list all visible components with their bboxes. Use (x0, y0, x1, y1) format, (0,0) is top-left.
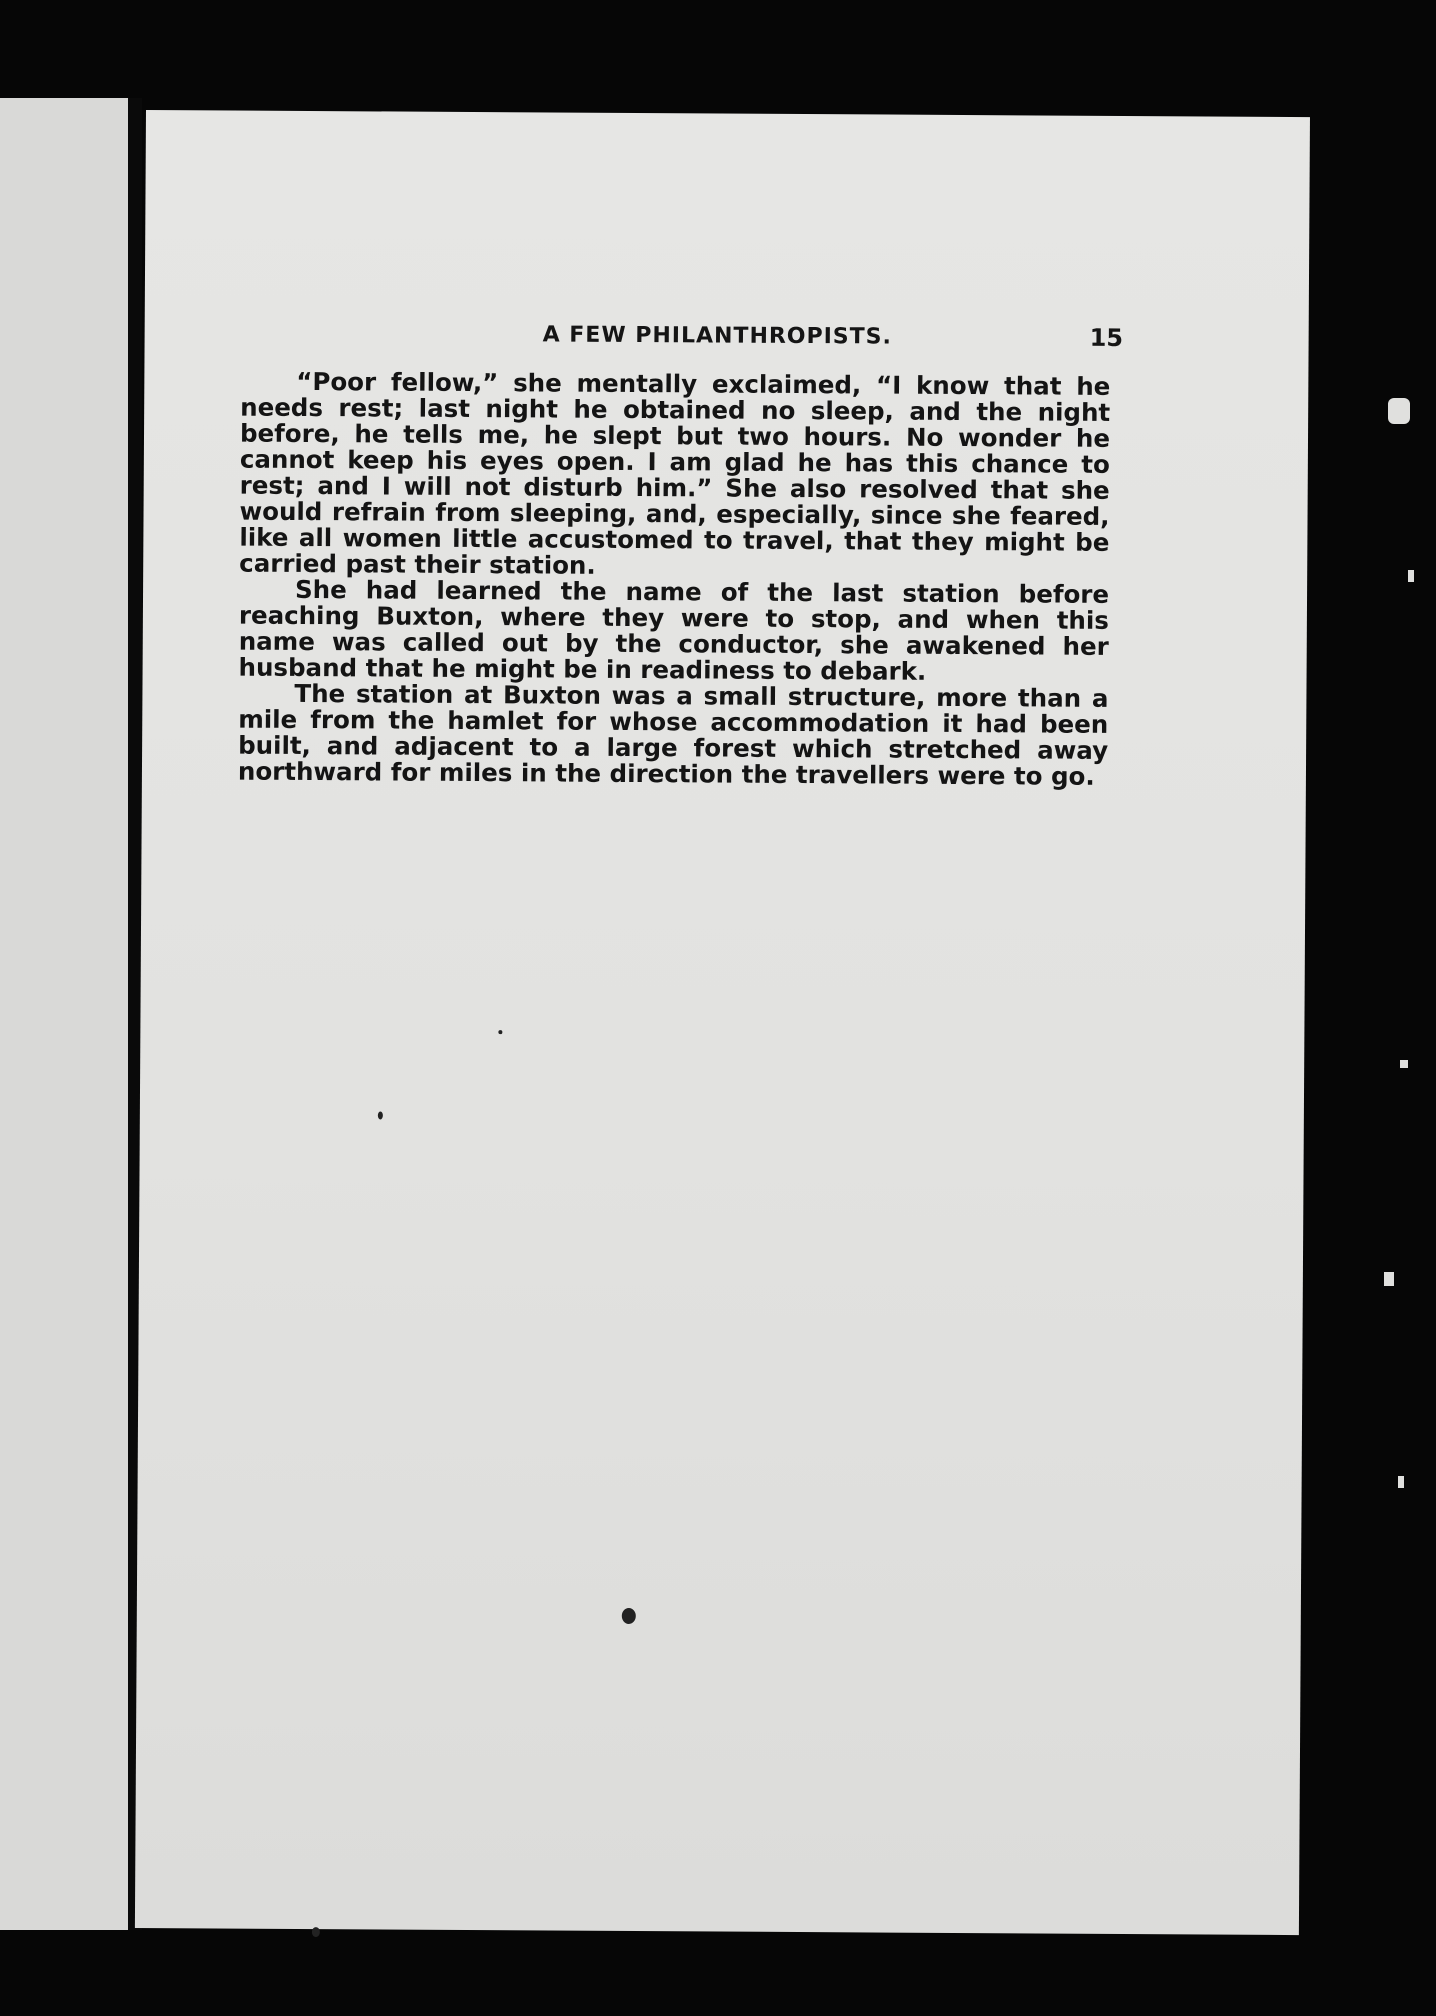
paragraph: The station at Buxton was a small structure, more than a mile from the hamlet for whose accommodation it had been built, and adjacent to a large forest which stretched away northward for miles in the direction the travellers were to go. (237, 678, 1109, 791)
film-artifact (1408, 570, 1414, 582)
film-artifact (1384, 1272, 1394, 1286)
body-text (237, 366, 1111, 791)
book-page (135, 110, 1310, 1935)
dust-speck (622, 1608, 636, 1624)
paragraph: “Poor fellow,” she mentally exclaimed, “I know that he needs rest; last night he obtained no sleep, and the night before, he tells me, he slept but two hours. No wonder he cannot keep his eyes open. I am glad he has this chance to rest; and I will not disturb him.” She also resolved that she would refrain from sleeping, and, especially, since she feared, like all women little accustomed to travel, that they might be carried past their station. (239, 366, 1111, 580)
dust-speck (498, 1030, 502, 1034)
left-page-fragment (0, 98, 128, 1930)
film-artifact (1388, 398, 1410, 424)
dust-speck (378, 1111, 383, 1119)
film-artifact (1398, 1476, 1404, 1488)
running-head: A FEW PHILANTHROPISTS. (542, 322, 892, 350)
paragraph: She had learned the name of the last station before reaching Buxton, where they were to stop, and when this name was called out by the conductor, she awakened her husband that he might be in readiness to debark. (238, 574, 1110, 686)
film-artifact (1400, 1060, 1408, 1068)
dust-speck (312, 1927, 320, 1937)
page-number: 15 (1089, 323, 1124, 352)
